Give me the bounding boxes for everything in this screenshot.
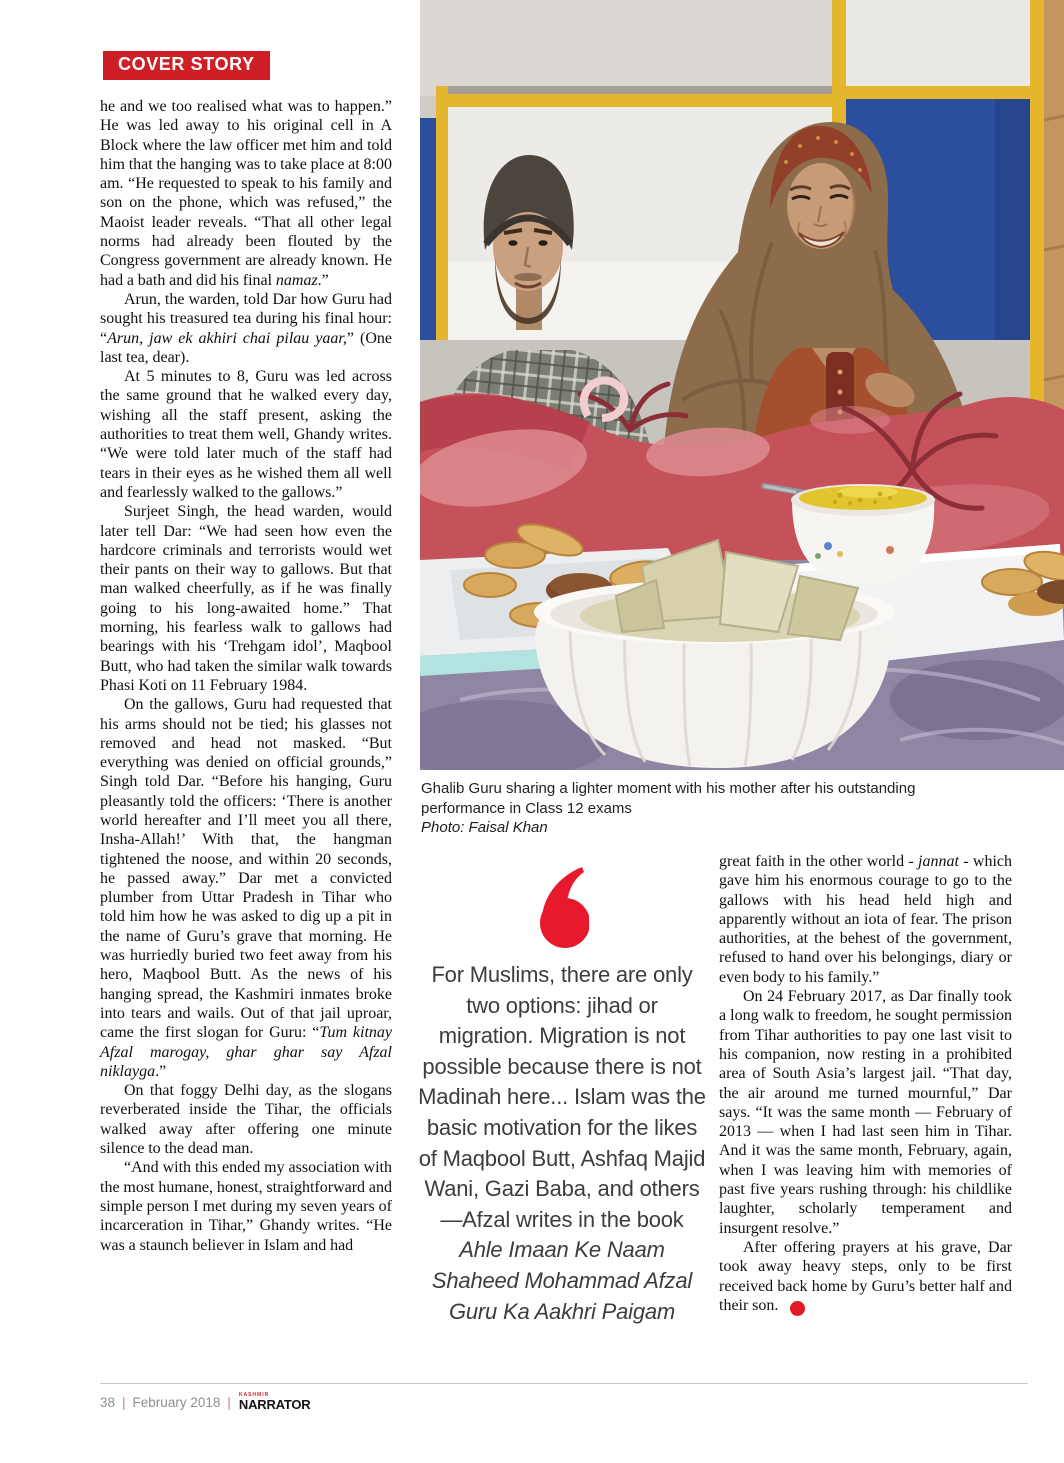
- page-number: 38: [100, 1394, 116, 1410]
- paragraph: he and we too realised what was to happen.” He was led away to his original cell in A Block where the law officer met him and told him that the hanging was to take place at 8:00 am. “He requested to speak to his family and son on the phone, which was refused,” the Maoist leader reveals. “That all other legal norms had already been flouted by the Congress government are already known. He had a bath and did his final namaz.”: [100, 98, 392, 289]
- right-column: [719, 852, 1012, 1316]
- pull-quote: [417, 866, 707, 1327]
- footer-separator: |: [227, 1394, 231, 1410]
- pull-quote-text: For Muslims, there are only two options: jihad or migration. Migration is not possible because there is not Madinah here... Islam was the basic motivation for the likes of Maqbool Butt, Ashfaq Majid Wani, Gazi Baba, and others —Afzal writes in the book Ahle Imaan Ke Naam Shaheed Mohammad Afzal Guru Ka Aakhri Paigam: [418, 962, 706, 1324]
- paragraph: Surjeet Singh, the head warden, would later tell Dar: “We had seen how even the hardcore criminals and terrorists would wet their pants on their way to gallows. But that man walked cheerfully, as if he was finally going to his long-awaited home.” That morning, his fearless walk to gallows had bearings with his ‘Trehgam idol’, Maqbool Butt, who had taken the similar walk towards Phasi Koti on 11 February 1984.: [100, 503, 392, 694]
- footer: [100, 1391, 310, 1413]
- photo-caption-block: [421, 779, 966, 838]
- paragraph: great faith in the other world - jannat - which gave him his enormous courage to go to the gallows with his head held high and apparently without an iota of fear. The prison authorities, at the behest of the government, refused to hand over his belongings, diary or even body to his family.”: [719, 853, 1013, 986]
- magazine-logo-top: KASHMIR: [238, 1392, 270, 1398]
- paragraph: On the gallows, Guru had requested that his arms should not be tied; his glasses not removed and head not masked. “But everything was denied on official grounds,” Singh told Dar. “Before his hanging, Guru pleasantly told the officers: ‘There is another world hereafter and I’ll meet you all there, Insha-Allah!’ With that, the hangman tightened the noose, and within 20 seconds, he passed away.” Dar met a convicted plumber from Uttar Pradesh in Tihar who told him how he was asked to dig up a pit in the name of Guru’s grave that morning. He was hurriedly buried two feet away from his hero, Maqbool Butt. As the news of his hanging spread, the Kashmiri inmates broke into tears and wails. Out of that jail uproar, came the first slogan for Guru: “Tum kitnay Afzal marogay, ghar ghar say Afzal niklayga.”: [100, 696, 392, 1080]
- paragraph: At 5 minutes to 8, Guru was led across the same ground that he walked every day, wishing all the staff present, asking the authorities to treat them well, Ghandy writes. “We were told later much of the staff had tears in their eyes as he wished them all well and fearlessly walked to the gallows.”: [100, 368, 392, 501]
- quote-mark-icon: [535, 866, 589, 950]
- paragraph: On 24 February 2017, as Dar finally took a long walk to freedom, he sought permission from Tihar authorities to pay one last visit to his companion, now resting in a prohibited area of South Asia’s largest jail. “That day, the air around me turned mournful,” Dar says. “It was the same month — February of 2013 — when I had last seen him in Tihar. And it was the same month, February, again, when I was leaving him with memories of past five years rushing through: his childlike laughter, scholarly temperament and insurgent resolve.”: [719, 988, 1012, 1237]
- magazine-logo-main: NARRATOR: [238, 1397, 311, 1412]
- issue-date: February 2018: [132, 1394, 221, 1410]
- end-mark: N: [790, 1301, 805, 1316]
- left-column: [100, 97, 392, 1255]
- photo-credit: Photo: Faisal Khan: [421, 819, 548, 836]
- paragraph: Arun, the warden, told Dar how Guru had sought his treasured tea during his final hour: “Arun, jaw ek akhiri chai pilau yaar,” (One last tea, dear).: [100, 290, 392, 366]
- paragraph: After offering prayers at his grave, Dar took away heavy steps, only to be first received back home by Guru’s better half and their son. N: [719, 1238, 1012, 1315]
- cover-story-badge: COVER STORY: [103, 51, 270, 80]
- photo-caption: Ghalib Guru sharing a lighter moment with his mother after his outstanding performance in Class 12 exams: [421, 780, 916, 817]
- magazine-logo: [239, 1393, 311, 1411]
- photo: [420, 0, 1064, 770]
- photo-illustration: [420, 0, 1064, 770]
- paragraph: “And with this ended my association with the most humane, honest, straightforward and simple person I met during my seven years of incarceration in Tihar,” Ghandy writes. “He was a staunch believer in Islam and had: [100, 1159, 392, 1254]
- paragraph: On that foggy Delhi day, as the slogans reverberated inside the Tihar, the officials walked away after offering one minute silence to the dead man.: [100, 1082, 392, 1158]
- footer-separator: |: [122, 1394, 126, 1410]
- footer-rule: [100, 1383, 1028, 1384]
